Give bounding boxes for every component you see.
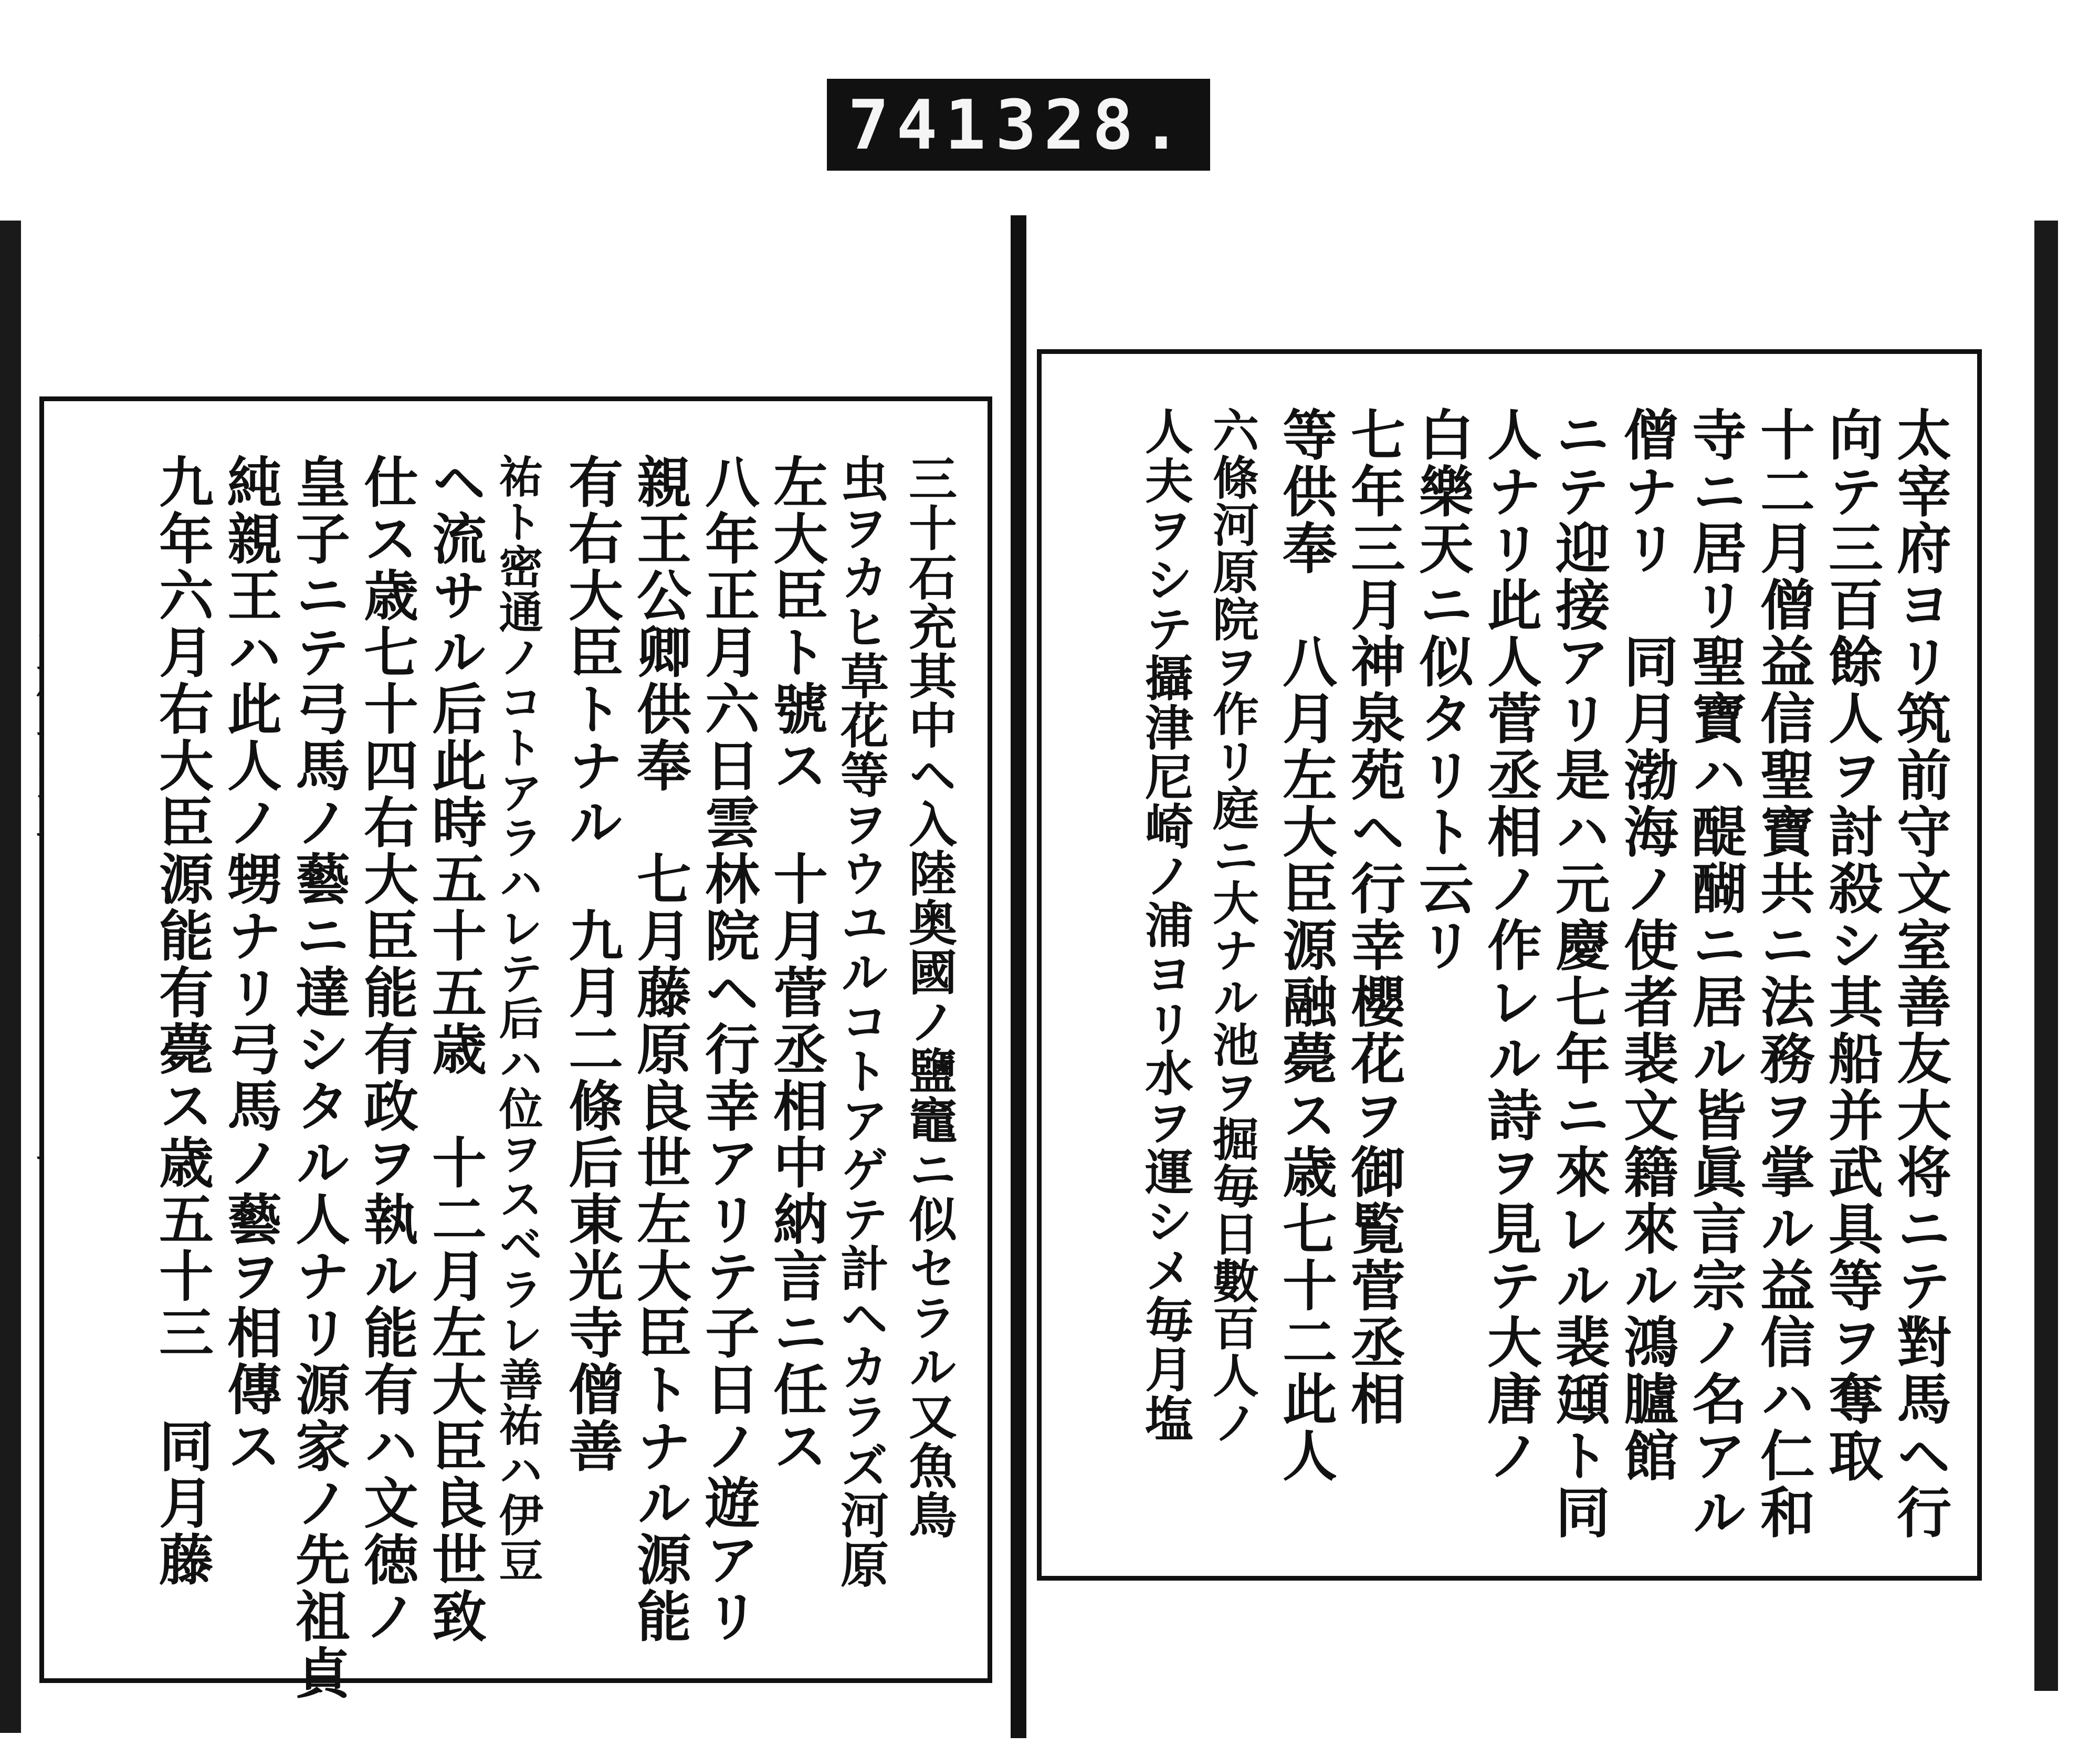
text-column: 等供奉 八月左大臣源融薨ス歳七十二此人	[1273, 406, 1338, 1484]
scan-edge-right	[2034, 221, 2058, 1691]
text-column: 有右大臣トナル 九月二條后東光寺僧善	[559, 454, 624, 1475]
text-column: 九年六月右大臣源能有薨ス歳五十三 同月藤	[150, 454, 214, 1588]
text-column: 七年三月神泉苑ヘ行幸櫻花ヲ御覧菅丞相	[1341, 406, 1406, 1427]
text-column: ニテ迎接アリ是ハ元慶七年ニ來レル裴頲ト同	[1546, 406, 1611, 1541]
text-column: 虫ヲカヒ草花等ヲウユルコトアゲテ計ヘカラズ河原	[833, 454, 889, 1589]
text-column: 僧ナリ 同月渤海ノ使者裴文籍來ル鴻臚館	[1614, 406, 1679, 1484]
text-column: 十二月僧益信聖寶共ニ法務ヲ掌ル益信ハ仁和	[1751, 406, 1815, 1541]
left-page	[39, 396, 992, 1701]
right-page	[1037, 349, 1982, 1581]
scan-edge-left	[0, 221, 21, 1733]
text-column: 三十石充其中ヘ入陸奥國ノ鹽竈ニ似セラル又魚鳥	[901, 454, 958, 1540]
text-column: ヘ流サル后此時五十五歳 十二月左大臣良世致	[423, 454, 487, 1645]
text-column: 仕ス歳七十四右大臣能有政ヲ執ル能有ハ文徳ノ	[354, 454, 419, 1645]
stamp-number-right: 328.	[995, 85, 1189, 165]
text-column: 人夫ヲシテ攝津尼崎ノ浦ヨリ水ヲ運シメ毎月塩	[1137, 406, 1194, 1443]
text-column: 皇子ニテ弓馬ノ藝ニ達シタル人ナリ源家ノ先祖貞	[286, 454, 351, 1701]
book-gutter	[1011, 215, 1026, 1738]
text-column: 寺ニ居リ聖寶ハ醍醐ニ居ル皆眞言宗ノ名アル	[1683, 406, 1747, 1541]
archive-number-stamp	[827, 79, 1210, 171]
stamp-number-left: 741	[848, 85, 993, 165]
text-column: 純親王ハ此人ノ甥ナリ弓馬ノ藝ヲ相傳ス	[218, 454, 282, 1475]
text-column: 左大臣ト號ス 十月菅丞相中納言ニ任ス	[764, 454, 828, 1475]
text-column: 太宰府ヨリ筑前守文室善友大将ニテ對馬ヘ行	[1887, 406, 1952, 1541]
text-column: 白樂天ニ似タリト云リ	[1410, 406, 1474, 974]
text-column: 親王公卿供奉 七月藤原良世左大臣トナル源能	[627, 454, 692, 1645]
text-column: 祐ト密通ノコトアラハレテ后ハ位ヲスベラレ善祐ハ伊豆	[492, 454, 544, 1583]
text-column: 六條河原院ヲ作リ庭ニ大ナル池ヲ掘毎日數百人ノ	[1205, 406, 1260, 1446]
text-column: 向テ三百餘人ヲ討殺シ其船并武具等ヲ奪取	[1819, 406, 1884, 1484]
text-column: 人ナリ此人菅丞相ノ作レル詩ヲ見テ大唐ノ	[1478, 406, 1542, 1484]
text-column: 八年正月六日雲林院ヘ行幸アリテ子日ノ遊アリ	[696, 454, 760, 1645]
